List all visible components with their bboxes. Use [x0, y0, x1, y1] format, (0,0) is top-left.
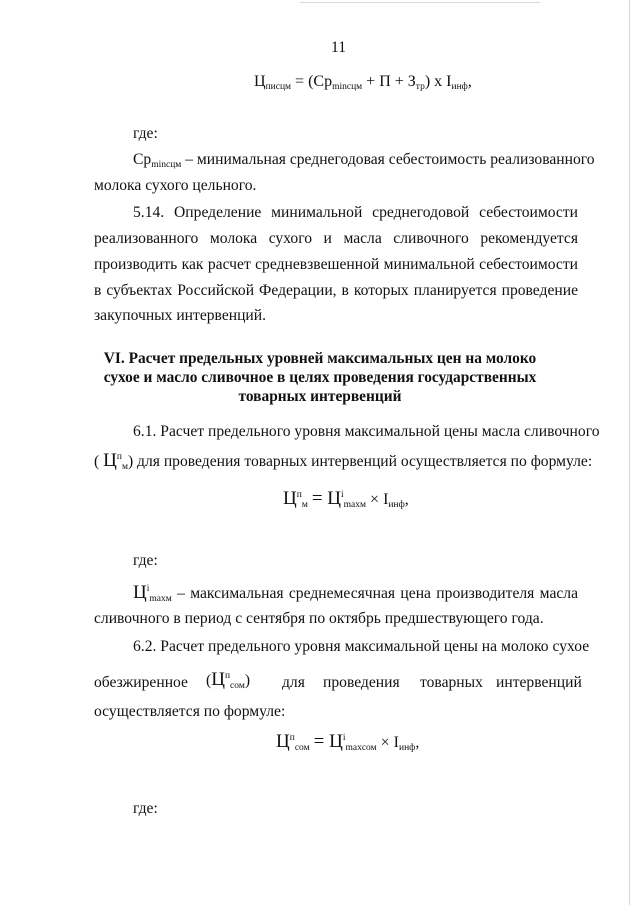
- formula-2-times: × I: [370, 491, 389, 508]
- formula-2-symbol: Ц: [283, 488, 297, 509]
- section-heading-line-3: товарных интервенций: [238, 388, 402, 405]
- definition-1-text: – минимальная среднегодовая себестоимость реализованного: [181, 151, 595, 168]
- paragraph-6-2-word-4: товарных: [420, 674, 483, 691]
- formula-2: [283, 488, 409, 510]
- definition-2-symbol: Ц: [133, 582, 147, 603]
- formula-2-symbol-sup: п: [296, 490, 302, 500]
- paragraph-6-2-line-1: 6.2. Расчет предельного уровня максимальной цены на молоко сухое: [133, 638, 590, 655]
- paragraph-6-1-open-paren: (: [94, 453, 100, 470]
- formula-2-symbol-sub: м: [301, 500, 308, 510]
- paragraph-6-1-symbol: Ц: [103, 450, 117, 471]
- formula-3-eq: = Ц: [313, 731, 343, 752]
- section-heading-line-2: сухое и масло сливочное в целях проведения государственных: [103, 369, 537, 386]
- formula-1-z-sub: тр: [415, 82, 425, 92]
- paragraph-6-1-symbol-sup: п: [116, 452, 122, 462]
- paragraph-5-14-line-1: 5.14. Определение минимальной среднегодовой себестоимости: [133, 204, 578, 221]
- paragraph-6-2-symbol: Ц: [211, 669, 225, 690]
- section-heading: [60, 349, 580, 406]
- paragraph-6-2-word-2: для: [282, 674, 305, 691]
- paragraph-6-2-symbol-sup: п: [224, 671, 231, 681]
- section-heading-line-1: VI. Расчет предельных уровней максимальных цен на молоко: [103, 350, 537, 367]
- formula-3-symbol-sup: п: [289, 733, 295, 743]
- paragraph-6-1-text: для проведения товарных интервенций осуществляется по формуле:: [133, 453, 593, 470]
- definition-1-line-1: [133, 151, 595, 170]
- paragraph-6-2-symbol-group: $(Ц^п_{сом})$: [206, 669, 251, 691]
- paragraph-6-1-close-paren: ): [127, 453, 134, 470]
- formula-3-i-sub: инф: [398, 743, 416, 753]
- formula-1-symbol-sub: писцм: [265, 82, 292, 92]
- formula-2-sup2: i: [341, 490, 344, 500]
- paragraph-6-2-word-5: интервенций: [496, 674, 582, 691]
- paragraph-5-14-line-3: производить как расчет средневзвешенной минимальной себестоимости: [94, 256, 578, 273]
- formula-3-sup2: i: [342, 733, 346, 743]
- paragraph-6-1-symbol-sub: м: [121, 462, 128, 472]
- formula-1-end: ,: [467, 73, 472, 90]
- where-label-2: где:: [133, 552, 158, 569]
- definition-1-symbol-sub: minсцм: [151, 160, 182, 170]
- formula-1-cp-sub: minсцм: [332, 82, 363, 92]
- formula-3-sub2: maxсом: [345, 743, 377, 753]
- formula-1-times: ) х I: [424, 73, 452, 90]
- formula-3-symbol: Ц: [276, 731, 290, 752]
- definition-1-symbol: Ср: [133, 151, 152, 168]
- paragraph-6-2-line-3: осуществляется по формуле:: [94, 703, 286, 720]
- paragraph-5-14-line-5: закупочных интервенций.: [94, 307, 267, 324]
- definition-1-line-2: молока сухого цельного.: [94, 177, 257, 194]
- page-number: 11: [331, 39, 347, 56]
- definition-2-text: – максимальная среднемесячная цена производителя масла: [171, 585, 578, 602]
- formula-2-sub2: maxм: [343, 500, 367, 510]
- formula-1-i-sub: инф: [451, 82, 468, 92]
- paragraph-6-2-symbol-sub: сом: [230, 681, 245, 691]
- page-edge-right: [629, 0, 630, 905]
- formula-1-symbol: Ц: [254, 73, 266, 90]
- formula-3-times: × I: [380, 734, 399, 751]
- formula-1: [254, 73, 472, 92]
- where-label-1: где:: [133, 125, 158, 142]
- paragraph-5-14-line-2: реализованного молока сухого и масла сливочного рекомендуется: [94, 230, 578, 247]
- definition-2-line-1: [133, 582, 578, 604]
- paragraph-6-1-line-2: [94, 451, 592, 473]
- paragraph-5-14-line-4: в субъектах Российской Федерации, в которых планируется проведение: [94, 282, 578, 299]
- formula-2-i-sub: инф: [388, 500, 405, 510]
- definition-2-symbol-sub: maxм: [149, 594, 172, 604]
- paragraph-6-1-line-1: 6.1. Расчет предельного уровня максимальной цены масла сливочного: [133, 423, 600, 440]
- formula-1-plus: + П + З: [366, 73, 416, 90]
- formula-3-symbol-sub: сом: [294, 743, 310, 753]
- paragraph-6-2-word-1: обезжиренное: [94, 674, 188, 691]
- paragraph-6-2-word-3: проведения: [323, 674, 400, 691]
- where-label-3: где:: [133, 800, 158, 817]
- formula-1-eq: = (Ср: [295, 73, 333, 90]
- definition-2-line-2: сливочного в период с сентября по октябрь предшествующего года.: [94, 610, 544, 627]
- definition-2-symbol-sup: i: [146, 584, 150, 594]
- formula-3-end: ,: [415, 734, 420, 751]
- page-edge-top: [300, 2, 540, 3]
- formula-3: [276, 731, 419, 753]
- formula-2-end: ,: [404, 491, 409, 508]
- formula-2-eq: = Ц: [311, 488, 342, 509]
